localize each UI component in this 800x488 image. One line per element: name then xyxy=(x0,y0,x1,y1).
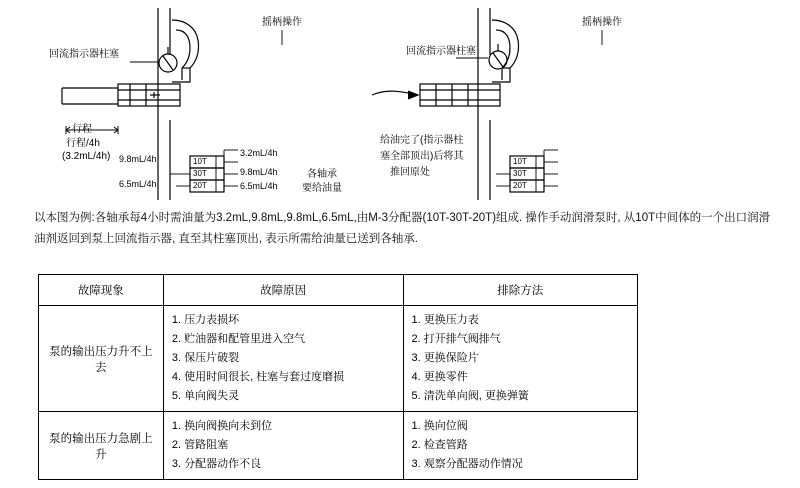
table-row xyxy=(39,306,638,412)
lubrication-system-diagram xyxy=(0,0,800,205)
table-header-row xyxy=(39,275,638,306)
remedy-list-0 xyxy=(412,311,629,406)
list-item: 1. 换向位阀 xyxy=(411,420,468,432)
cell-causes-1 xyxy=(163,412,403,480)
left-value-1: 6.5mL/4h xyxy=(119,179,157,189)
list-item: 4. 使用时间很长, 柱塞与套过度磨损 xyxy=(171,371,345,383)
cell-phenomenon-0: 泵的输出压力升不上去 xyxy=(39,306,164,412)
cell-phenomenon-1: 泵的输出压力急剧上升 xyxy=(39,412,164,480)
cause-list-1 xyxy=(172,417,395,474)
list-item: 5. 清洗单向阀, 更换弹簧 xyxy=(411,390,529,402)
right-box-label-2: 20T xyxy=(513,181,527,190)
cell-causes-0 xyxy=(163,306,403,412)
label-stroke-per-4h: 行程/4h xyxy=(66,138,100,149)
right-box-label-0: 10T xyxy=(513,157,527,166)
list-item: 2. 贮油器和配管里进入空气 xyxy=(171,333,306,345)
list-item: 1. 压力表损坏 xyxy=(171,314,240,326)
right-value-0: 3.2mL/4h xyxy=(240,148,278,158)
cell-remedies-1 xyxy=(403,412,637,480)
label-bearings-note-line2: 要给油量 xyxy=(302,183,342,194)
right-value-2: 6.5mL/4h xyxy=(240,181,278,191)
remedy-list-1 xyxy=(412,417,629,474)
list-item: 4. 更换零件 xyxy=(411,371,468,383)
table-row xyxy=(39,412,638,480)
list-item: 3. 分配器动作不良 xyxy=(171,458,262,470)
cause-list-0 xyxy=(172,311,395,406)
label-handle-operation-left: 摇柄操作 xyxy=(262,17,302,28)
left-box-label-2: 20T xyxy=(193,181,207,190)
troubleshooting-table xyxy=(38,274,638,480)
header-cause: 故障原因 xyxy=(163,275,403,306)
list-item: 2. 管路阻塞 xyxy=(171,439,229,451)
label-oil-done-line2: 塞全部顶出)后将其 xyxy=(380,151,464,162)
label-stroke-volume: (3.2mL/4h) xyxy=(62,151,111,162)
list-item: 3. 观察分配器动作情况 xyxy=(411,458,523,470)
label-oil-done-line3: 推回原处 xyxy=(390,167,430,178)
list-item: 2. 打开排气阀排气 xyxy=(411,333,501,345)
label-bearings-note-line1: 各轴承 xyxy=(307,169,337,180)
left-value-0: 9.8mL/4h xyxy=(119,154,157,164)
list-item: 3. 保压片破裂 xyxy=(171,352,240,364)
list-item: 1. 换向阀换向未到位 xyxy=(171,420,273,432)
right-box-label-1: 30T xyxy=(513,169,527,178)
label-oil-done-line1: 给油完了(指示器柱 xyxy=(380,135,464,146)
label-backflow-indicator-piston-left: 回流指示器柱塞 xyxy=(49,49,119,60)
list-item: 1. 更换压力表 xyxy=(411,314,479,326)
diagram-caption: 以本图为例:各轴承每4小时需油量为3.2mL,9.8mL,9.8mL,6.5mL,由M-3分配器(10T-30T-20T)组成. 操作手动润滑泵时, 从10T中间体的一个出口润滑油剂返回到泵上回流指示器, 直至其柱塞顶出, 表示所需给油量已送到各轴承. xyxy=(34,212,771,245)
right-value-1: 9.8mL/4h xyxy=(240,167,278,177)
label-handle-operation-right: 摇柄操作 xyxy=(582,17,622,28)
label-backflow-indicator-piston-right: 回流指示器柱塞 xyxy=(406,46,476,57)
left-box-label-1: 30T xyxy=(193,169,207,178)
label-stroke-title: 行程 xyxy=(72,124,92,135)
list-item: 3. 更换保险片 xyxy=(411,352,479,364)
header-phenomenon: 故障现象 xyxy=(39,275,164,306)
header-remedy: 排除方法 xyxy=(403,275,637,306)
list-item: 2. 检查管路 xyxy=(411,439,468,451)
left-box-label-0: 10T xyxy=(193,157,207,166)
cell-remedies-0 xyxy=(403,306,637,412)
list-item: 5. 单向阀失灵 xyxy=(171,390,240,402)
